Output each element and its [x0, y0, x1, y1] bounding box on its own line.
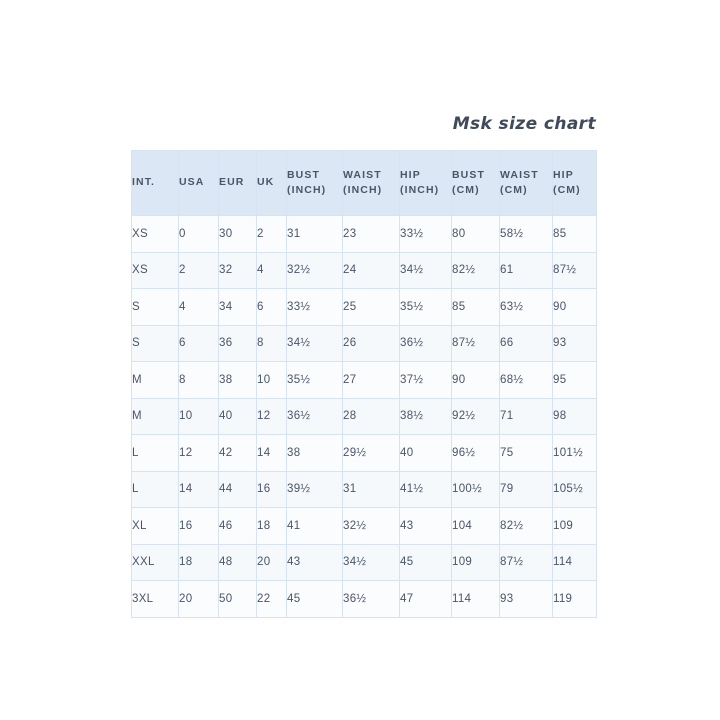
cell-usa: 2 [179, 252, 219, 289]
cell-uk: 20 [257, 544, 287, 581]
column-header-waist-cm [500, 151, 553, 216]
cell-waist-cm: 71 [500, 398, 553, 435]
cell-hip-cm: 85 [553, 216, 597, 253]
cell-usa: 16 [179, 508, 219, 545]
cell-bust-cm: 92½ [452, 398, 500, 435]
cell-hip-cm: 114 [553, 544, 597, 581]
cell-waist-cm: 63½ [500, 289, 553, 326]
cell-waist-cm: 61 [500, 252, 553, 289]
cell-bust-cm: 114 [452, 581, 500, 618]
table-row [132, 216, 597, 253]
cell-uk: 2 [257, 216, 287, 253]
cell-usa: 8 [179, 362, 219, 399]
column-header-hip-inch [400, 151, 452, 216]
cell-waist-inch: 23 [343, 216, 400, 253]
cell-eur: 46 [219, 508, 257, 545]
cell-bust-cm: 85 [452, 289, 500, 326]
cell-hip-cm: 105½ [553, 471, 597, 508]
cell-int: L [132, 471, 179, 508]
cell-waist-cm: 82½ [500, 508, 553, 545]
table-row [132, 362, 597, 399]
cell-uk: 12 [257, 398, 287, 435]
cell-hip-inch: 41½ [400, 471, 452, 508]
cell-bust-inch: 35½ [287, 362, 343, 399]
cell-int: S [132, 325, 179, 362]
cell-bust-cm: 82½ [452, 252, 500, 289]
cell-bust-inch: 31 [287, 216, 343, 253]
column-header-unit: (CM) [553, 184, 581, 196]
column-header-usa [179, 151, 219, 216]
cell-bust-cm: 104 [452, 508, 500, 545]
cell-eur: 40 [219, 398, 257, 435]
cell-hip-inch: 38½ [400, 398, 452, 435]
cell-usa: 0 [179, 216, 219, 253]
column-header-label: USA [179, 176, 205, 189]
cell-hip-inch: 45 [400, 544, 452, 581]
cell-uk: 14 [257, 435, 287, 472]
table-header [132, 151, 597, 216]
cell-bust-inch: 38 [287, 435, 343, 472]
column-header-label: BUST [452, 168, 485, 181]
table-header-row [132, 151, 597, 216]
cell-bust-inch: 43 [287, 544, 343, 581]
cell-hip-inch: 37½ [400, 362, 452, 399]
cell-eur: 48 [219, 544, 257, 581]
cell-bust-inch: 41 [287, 508, 343, 545]
cell-hip-cm: 93 [553, 325, 597, 362]
cell-uk: 22 [257, 581, 287, 618]
table-row [132, 544, 597, 581]
column-header-unit: (CM) [452, 184, 480, 196]
cell-int: XXL [132, 544, 179, 581]
cell-waist-inch: 36½ [343, 581, 400, 618]
cell-bust-cm: 109 [452, 544, 500, 581]
table-row [132, 581, 597, 618]
cell-int: XS [132, 252, 179, 289]
column-header-bust-inch [287, 151, 343, 216]
cell-hip-inch: 47 [400, 581, 452, 618]
cell-hip-cm: 109 [553, 508, 597, 545]
cell-usa: 18 [179, 544, 219, 581]
table-body [132, 216, 597, 618]
cell-int: M [132, 398, 179, 435]
column-header-int [132, 151, 179, 216]
cell-hip-cm: 95 [553, 362, 597, 399]
cell-hip-inch: 34½ [400, 252, 452, 289]
cell-hip-cm: 90 [553, 289, 597, 326]
cell-bust-cm: 87½ [452, 325, 500, 362]
table-row [132, 289, 597, 326]
table-row [132, 252, 597, 289]
cell-bust-cm: 100½ [452, 471, 500, 508]
cell-usa: 4 [179, 289, 219, 326]
cell-hip-cm: 101½ [553, 435, 597, 472]
cell-waist-inch: 28 [343, 398, 400, 435]
cell-eur: 50 [219, 581, 257, 618]
cell-uk: 6 [257, 289, 287, 326]
table-row [132, 435, 597, 472]
page-title: Msk size chart [452, 114, 596, 134]
cell-bust-inch: 33½ [287, 289, 343, 326]
cell-bust-cm: 96½ [452, 435, 500, 472]
cell-hip-inch: 43 [400, 508, 452, 545]
table-row [132, 508, 597, 545]
cell-eur: 44 [219, 471, 257, 508]
cell-uk: 4 [257, 252, 287, 289]
cell-waist-cm: 93 [500, 581, 553, 618]
cell-waist-cm: 68½ [500, 362, 553, 399]
cell-eur: 38 [219, 362, 257, 399]
cell-uk: 16 [257, 471, 287, 508]
cell-bust-inch: 45 [287, 581, 343, 618]
cell-bust-inch: 34½ [287, 325, 343, 362]
cell-waist-inch: 29½ [343, 435, 400, 472]
cell-eur: 32 [219, 252, 257, 289]
table-row [132, 398, 597, 435]
cell-waist-inch: 27 [343, 362, 400, 399]
column-header-unit: (CM) [500, 184, 528, 196]
cell-int: 3XL [132, 581, 179, 618]
column-header-uk [257, 151, 287, 216]
cell-usa: 20 [179, 581, 219, 618]
column-header-label: WAIST [343, 168, 382, 181]
column-header-unit: (INCH) [400, 184, 440, 196]
cell-bust-cm: 90 [452, 362, 500, 399]
cell-uk: 18 [257, 508, 287, 545]
cell-bust-inch: 36½ [287, 398, 343, 435]
cell-waist-cm: 87½ [500, 544, 553, 581]
column-header-bust-cm [452, 151, 500, 216]
cell-uk: 8 [257, 325, 287, 362]
cell-waist-cm: 58½ [500, 216, 553, 253]
cell-int: XL [132, 508, 179, 545]
cell-waist-inch: 25 [343, 289, 400, 326]
cell-waist-inch: 26 [343, 325, 400, 362]
cell-usa: 10 [179, 398, 219, 435]
cell-waist-inch: 34½ [343, 544, 400, 581]
cell-eur: 42 [219, 435, 257, 472]
table-row [132, 471, 597, 508]
cell-bust-inch: 32½ [287, 252, 343, 289]
cell-int: L [132, 435, 179, 472]
cell-hip-inch: 35½ [400, 289, 452, 326]
cell-int: S [132, 289, 179, 326]
cell-waist-cm: 79 [500, 471, 553, 508]
column-header-hip-cm [553, 151, 597, 216]
cell-bust-cm: 80 [452, 216, 500, 253]
column-header-eur [219, 151, 257, 216]
cell-eur: 30 [219, 216, 257, 253]
cell-hip-inch: 40 [400, 435, 452, 472]
column-header-unit: (INCH) [343, 184, 383, 196]
cell-usa: 14 [179, 471, 219, 508]
column-header-label: BUST [287, 168, 320, 181]
column-header-label: HIP [553, 168, 574, 181]
cell-waist-cm: 66 [500, 325, 553, 362]
cell-waist-inch: 31 [343, 471, 400, 508]
cell-int: XS [132, 216, 179, 253]
cell-hip-cm: 119 [553, 581, 597, 618]
cell-eur: 34 [219, 289, 257, 326]
cell-hip-inch: 33½ [400, 216, 452, 253]
table-row [132, 325, 597, 362]
column-header-waist-inch [343, 151, 400, 216]
size-chart-table [131, 150, 597, 618]
size-chart-table-container [131, 150, 596, 618]
cell-hip-inch: 36½ [400, 325, 452, 362]
column-header-label: EUR [219, 176, 245, 189]
cell-hip-cm: 98 [553, 398, 597, 435]
cell-waist-cm: 75 [500, 435, 553, 472]
column-header-label: UK [257, 176, 275, 189]
cell-eur: 36 [219, 325, 257, 362]
column-header-label: HIP [400, 168, 421, 181]
column-header-unit: (INCH) [287, 184, 327, 196]
cell-uk: 10 [257, 362, 287, 399]
column-header-label: INT. [132, 176, 156, 189]
cell-usa: 6 [179, 325, 219, 362]
cell-hip-cm: 87½ [553, 252, 597, 289]
cell-usa: 12 [179, 435, 219, 472]
cell-bust-inch: 39½ [287, 471, 343, 508]
cell-waist-inch: 24 [343, 252, 400, 289]
column-header-label: WAIST [500, 168, 539, 181]
cell-waist-inch: 32½ [343, 508, 400, 545]
cell-int: M [132, 362, 179, 399]
